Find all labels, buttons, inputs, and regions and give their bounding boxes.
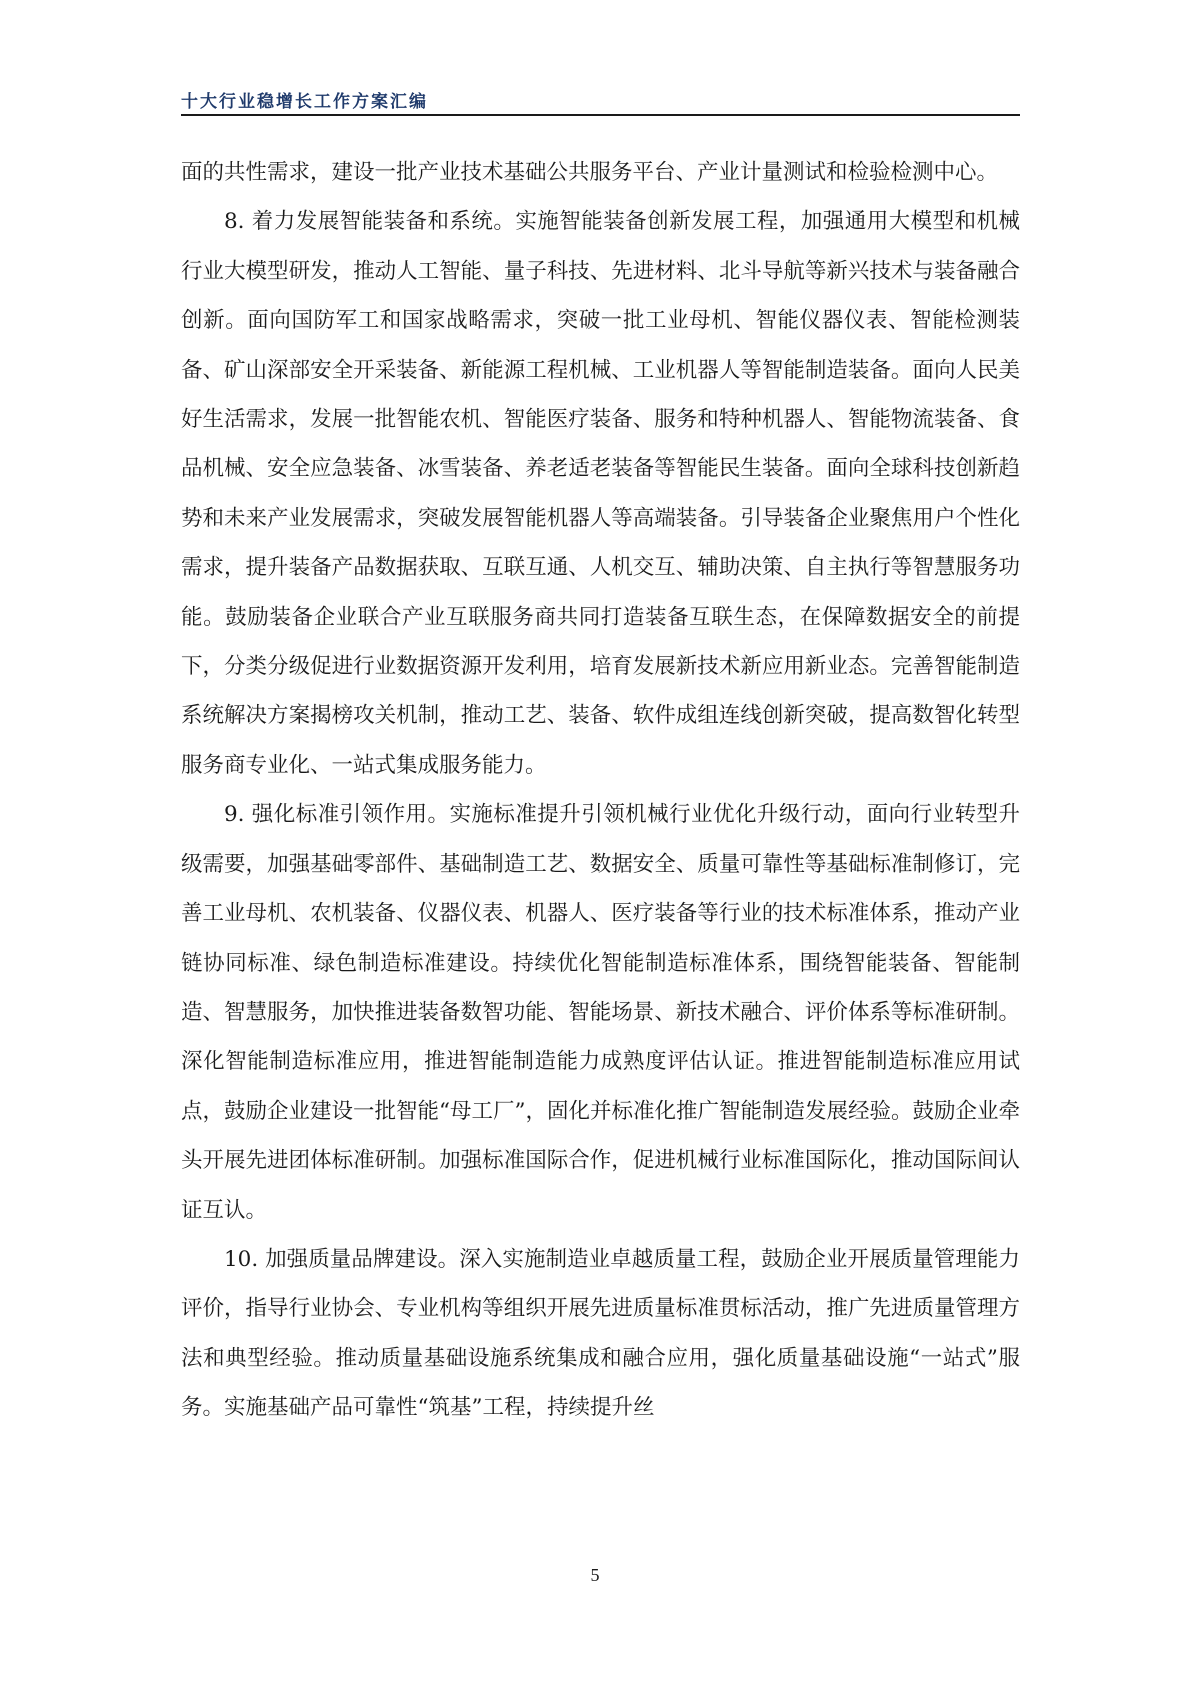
paragraph-item-9: 9. 强化标准引领作用。实施标准提升引领机械行业优化升级行动，面向行业转型升级需要，加强基础零部件、基础制造工艺、数据安全、质量可靠性等基础标准制修订，完善工业母机、农机装备、仪器仪表、机器人、医疗装备等行业的技术标准体系，推动产业链协同标准、绿色制造标准建设。持续优化智能制造标准体系，围绕智能装备、智能制造、智慧服务，加快推进装备数智功能、智能场景、新技术融合、评价体系等标准研制。深化智能制造标准应用，推进智能制造能力成熟度评估认证。推进智能制造标准应用试点，鼓励企业建设一批智能“母工厂”，固化并标准化推广智能制造发展经验。鼓励企业牵头开展先进团体标准研制。加强标准国际合作，促进机械行业标准国际化，推动国际间认证互认。 [181, 802, 1020, 1223]
page-header [181, 84, 1020, 116]
paragraph-item-10: 10. 加强质量品牌建设。深入实施制造业卓越质量工程，鼓励企业开展质量管理能力评价，指导行业协会、专业机构等组织开展先进质量标准贯标活动，推广先进质量管理方法和典型经验。推动质量基础设施系统集成和融合应用，强化质量基础设施“一站式”服务。实施基础产品可靠性“筑基”工程，持续提升丝 [181, 1246, 1020, 1421]
paragraph-item-8: 8. 着力发展智能装备和系统。实施智能装备创新发展工程，加强通用大模型和机械行业大模型研发，推动人工智能、量子科技、先进材料、北斗导航等新兴技术与装备融合创新。面向国防军工和国家战略需求，突破一批工业母机、智能仪器仪表、智能检测装备、矿山深部安全开采装备、新能源工程机械、工业机器人等智能制造装备。面向人民美好生活需求，发展一批智能农机、智能医疗装备、服务和特种机器人、智能物流装备、食品机械、安全应急装备、冰雪装备、养老适老装备等智能民生装备。面向全球科技创新趋势和未来产业发展需求，突破发展智能机器人等高端装备。引导装备企业聚焦用户个性化需求，提升装备产品数据获取、互联互通、人机交互、辅助决策、自主执行等智慧服务功能。鼓励装备企业联合产业互联服务商共同打造装备互联生态，在保障数据安全的前提下，分类分级促进行业数据资源开发利用，培育发展新技术新应用新业态。完善智能制造系统解决方案揭榜攻关机制，推动工艺、装备、软件成组连线创新突破，提高数智化转型服务商专业化、一站式集成服务能力。 [181, 209, 1020, 778]
page-number: 5 [590, 1565, 600, 1585]
paragraph-continuation: 面的共性需求，建设一批产业技术基础公共服务平台、产业计量测试和检验检测中心。 [181, 160, 999, 185]
page-body [181, 148, 1020, 1433]
running-header-title: 十大行业稳增长工作方案汇编 [181, 92, 428, 112]
